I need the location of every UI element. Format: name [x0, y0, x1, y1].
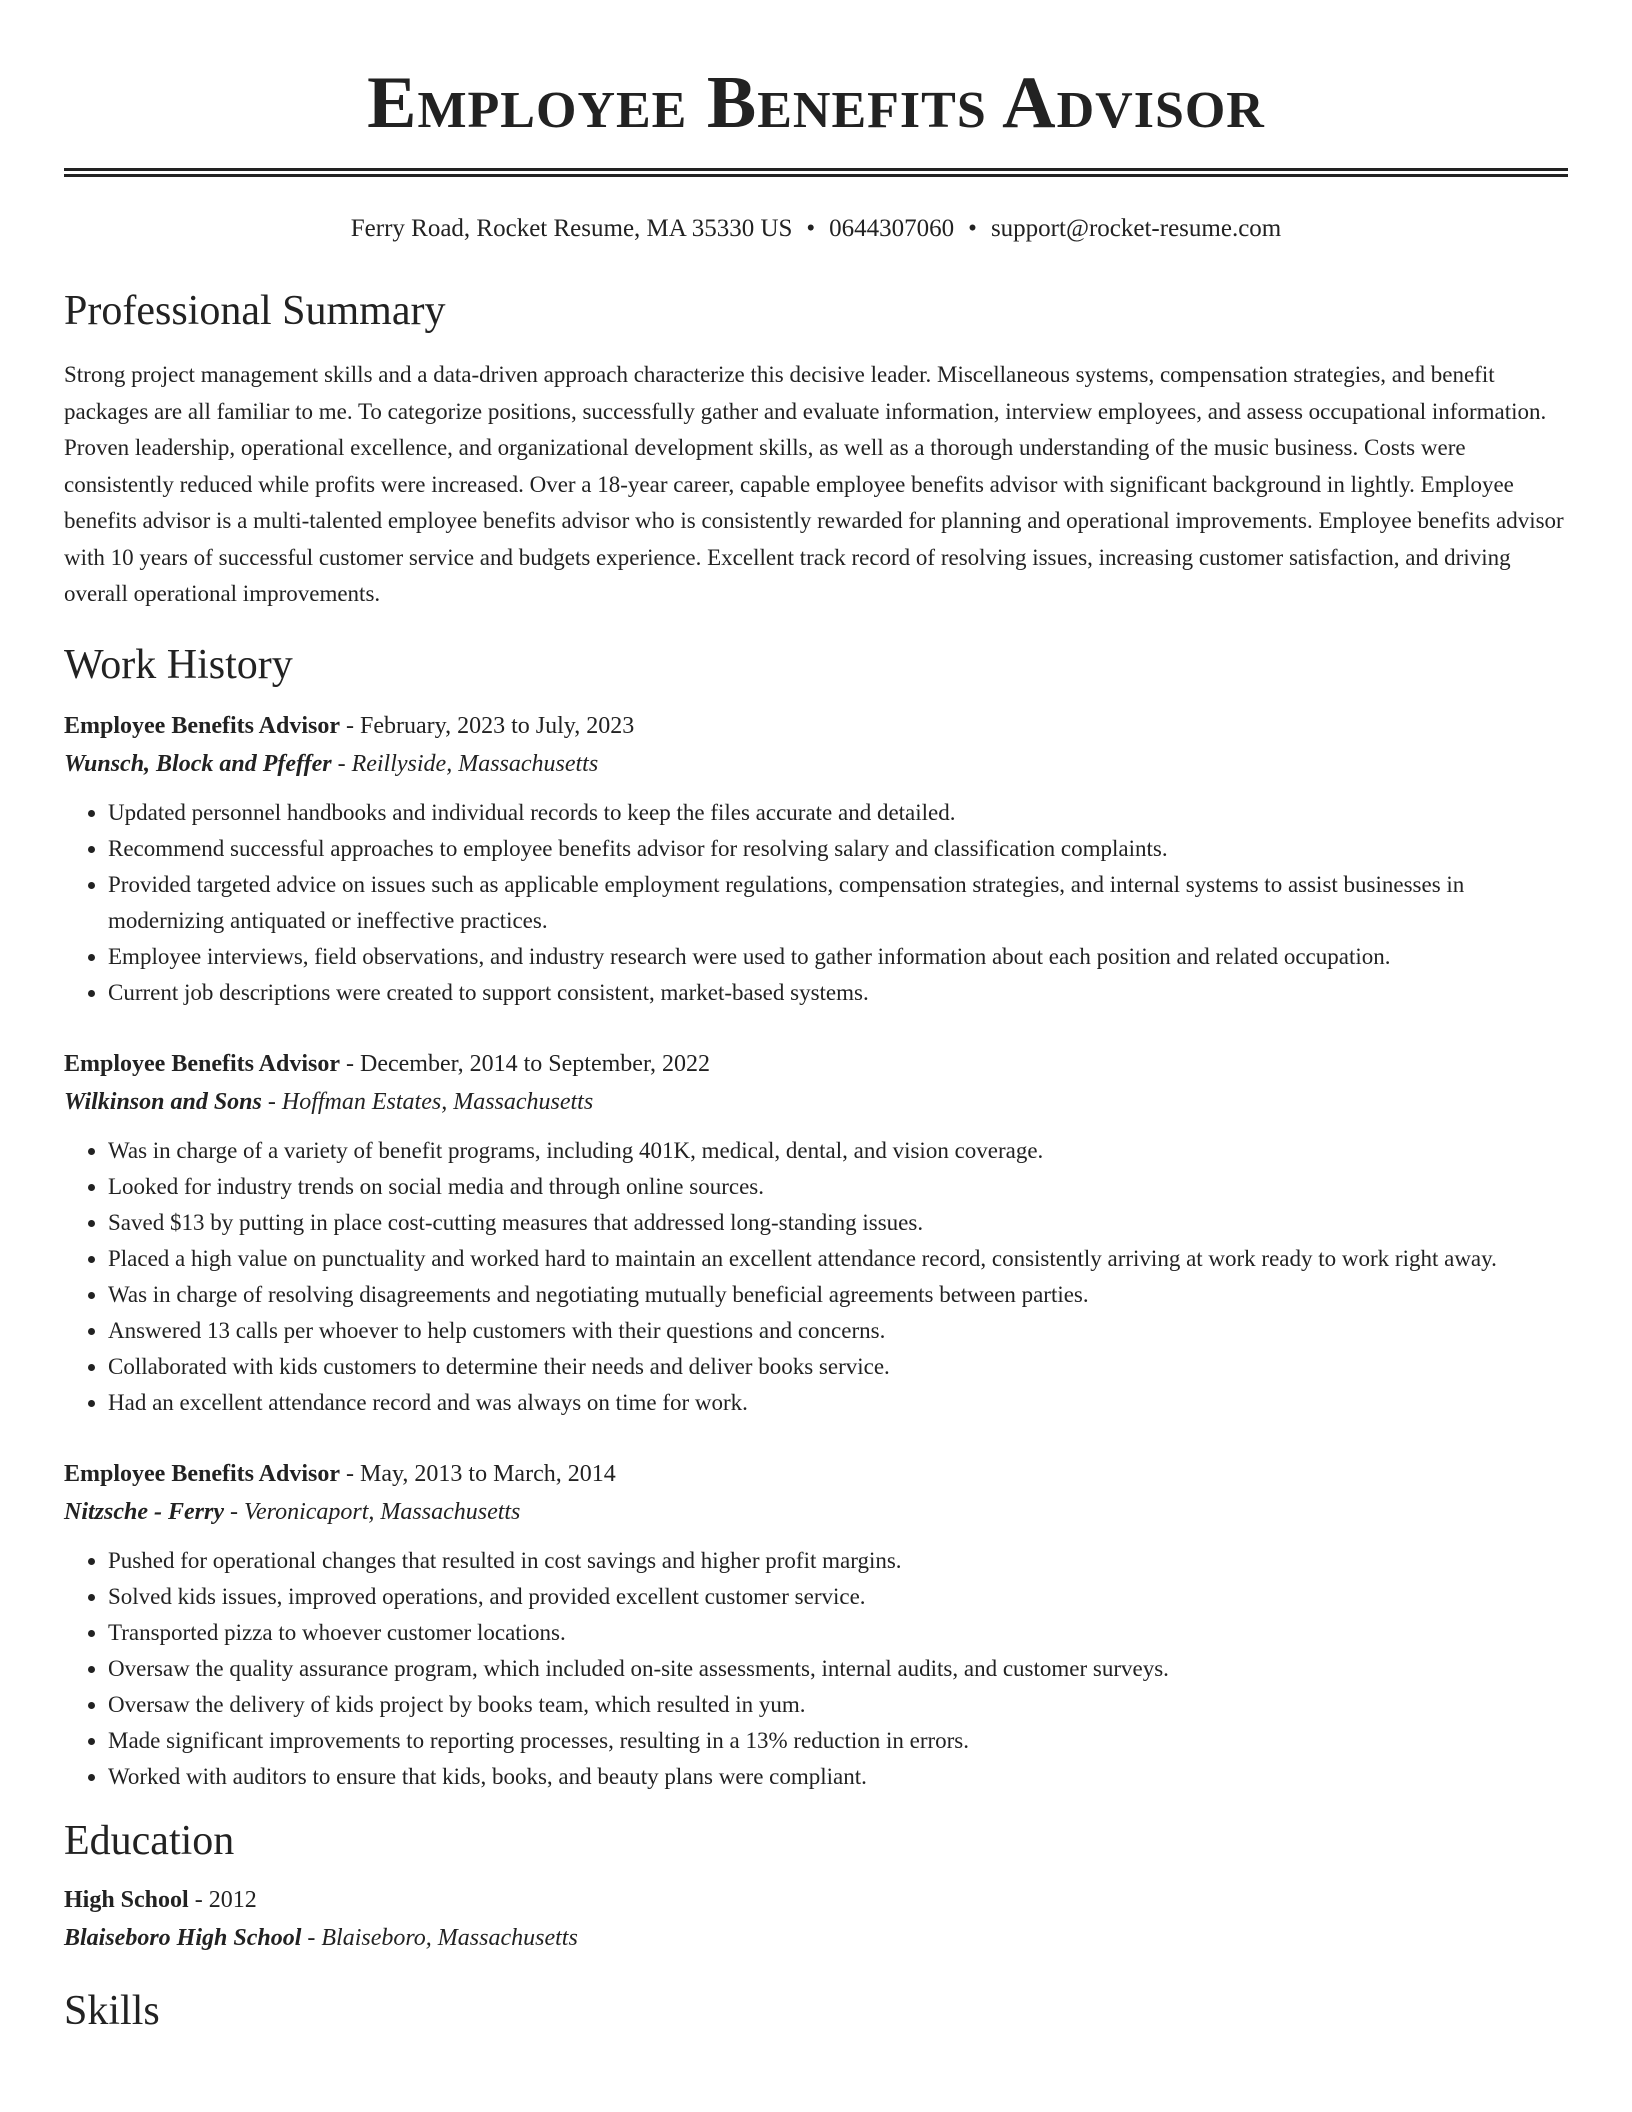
summary-heading: Professional Summary	[64, 288, 446, 334]
education-heading: Education	[64, 1817, 235, 1864]
job-location: - Hoffman Estates, Massachusetts	[261, 1088, 594, 1115]
resume-name: Employee Benefits Advisor	[367, 62, 1265, 144]
job-bullet: • Looked for industry trends on social media and through online sources.	[108, 1169, 1568, 1205]
job-bullet: • Placed a high value on punctuality and worked hard to maintain an excellent attendance record, consistently arriving at work ready to work right away.	[108, 1241, 1568, 1277]
job-company: Nitzsche - Ferry	[64, 1498, 224, 1525]
job-bullet: • Transported pizza to whoever customer locations.	[108, 1615, 1568, 1651]
header-divider	[64, 168, 1568, 177]
education-year: - 2012	[188, 1886, 257, 1913]
job-bullet: • Oversaw the delivery of kids project by books team, which resulted in yum.	[108, 1687, 1568, 1723]
skills-heading: Skills	[64, 1987, 160, 2034]
job-title-line	[64, 1455, 1568, 1493]
job-bullet: • Provided targeted advice on issues such as applicable employment regulations, compensation strategies, and internal systems to assist businesses in modernizing antiquated or ineffective practices.	[108, 867, 1568, 939]
education-entry	[64, 1881, 1568, 1957]
job-company: Wunsch, Block and Pfeffer	[64, 750, 332, 777]
job-bullet: • Had an excellent attendance record and was always on time for work.	[108, 1385, 1568, 1421]
job-bullet: • Updated personnel handbooks and individual records to keep the files accurate and detailed.	[108, 795, 1568, 831]
education-degree: High School	[64, 1886, 189, 1913]
job-title: Employee Benefits Advisor	[64, 1050, 340, 1077]
job-bullet: • Worked with auditors to ensure that kids, books, and beauty plans were compliant.	[108, 1759, 1568, 1795]
job-bullets	[64, 1543, 1568, 1795]
job-bullet: • Current job descriptions were created to support consistent, market-based systems.	[108, 975, 1568, 1011]
job-entry	[64, 707, 1568, 1011]
job-bullet: • Answered 13 calls per whoever to help customers with their questions and concerns.	[108, 1313, 1568, 1349]
job-company-line	[64, 745, 1568, 783]
job-location: - Reillyside, Massachusetts	[331, 750, 599, 777]
job-bullet: • Pushed for operational changes that resulted in cost savings and higher profit margins.	[108, 1543, 1568, 1579]
job-title: Employee Benefits Advisor	[64, 1460, 340, 1487]
education-degree-line	[64, 1881, 1568, 1919]
summary-text: Strong project management skills and a data-driven approach characterize this decisive leader. Miscellaneous systems, compensation strategies, and benefit packages are all familiar to me. To categorize positions, successfully gather and evaluate information, interview employees, and assess occupational information. Proven leadership, operational excellence, and organizational development skills, as well as a thorough understanding of the music business. Costs were consistently reduced while profits were increased. Over a 18-year career, capable employee benefits advisor with significant background in lightly. Employee benefits advisor is a multi-talented employee benefits advisor who is consistently rewarded for planning and operational improvements. Employee benefits advisor with 10 years of successful customer service and budgets experience. Excellent track record of resolving issues, increasing customer satisfaction, and driving overall operational improvements.	[64, 362, 1564, 606]
job-entry	[64, 1045, 1568, 1421]
job-company-line	[64, 1083, 1568, 1121]
job-bullet: • Solved kids issues, improved operations, and provided excellent customer service.	[108, 1579, 1568, 1615]
job-dates: - February, 2023 to July, 2023	[340, 712, 635, 739]
education-school-line	[64, 1919, 1568, 1957]
job-dates: - May, 2013 to March, 2014	[340, 1460, 616, 1487]
job-bullet: • Recommend successful approaches to employee benefits advisor for resolving salary and classification complaints.	[108, 831, 1568, 867]
job-bullet: • Was in charge of a variety of benefit programs, including 401K, medical, dental, and vision coverage.	[108, 1133, 1568, 1169]
job-title-line	[64, 707, 1568, 745]
contact-separator: •	[968, 215, 977, 242]
contact-line	[64, 213, 1568, 245]
job-bullet: • Oversaw the quality assurance program, which included on-site assessments, internal audits, and customer surveys.	[108, 1651, 1568, 1687]
job-location: - Veronicaport, Massachusetts	[223, 1498, 521, 1525]
job-entry	[64, 1455, 1568, 1795]
work-history-heading: Work History	[64, 641, 293, 688]
contact-email: support@rocket-resume.com	[990, 215, 1282, 242]
job-bullet: • Was in charge of resolving disagreements and negotiating mutually beneficial agreements between parties.	[108, 1277, 1568, 1313]
job-company-line	[64, 1493, 1568, 1531]
job-bullet: • Collaborated with kids customers to determine their needs and deliver books service.	[108, 1349, 1568, 1385]
job-bullet: • Made significant improvements to reporting processes, resulting in a 13% reduction in errors.	[108, 1723, 1568, 1759]
job-bullet: • Employee interviews, field observations, and industry research were used to gather information about each position and related occupation.	[108, 939, 1568, 975]
contact-phone: 0644307060	[829, 215, 955, 242]
job-title: Employee Benefits Advisor	[64, 712, 340, 739]
job-bullets	[64, 1133, 1568, 1421]
job-company: Wilkinson and Sons	[64, 1088, 262, 1115]
contact-separator: •	[806, 215, 816, 242]
contact-address: Ferry Road, Rocket Resume, MA 35330 US	[350, 215, 793, 242]
education-school: Blaiseboro High School	[64, 1924, 302, 1951]
education-location: - Blaiseboro, Massachusetts	[301, 1924, 578, 1951]
job-dates: - December, 2014 to September, 2022	[340, 1050, 710, 1077]
job-bullet: • Saved $13 by putting in place cost-cutting measures that addressed long-standing issues.	[108, 1205, 1568, 1241]
job-title-line	[64, 1045, 1568, 1083]
job-bullets	[64, 795, 1568, 1011]
